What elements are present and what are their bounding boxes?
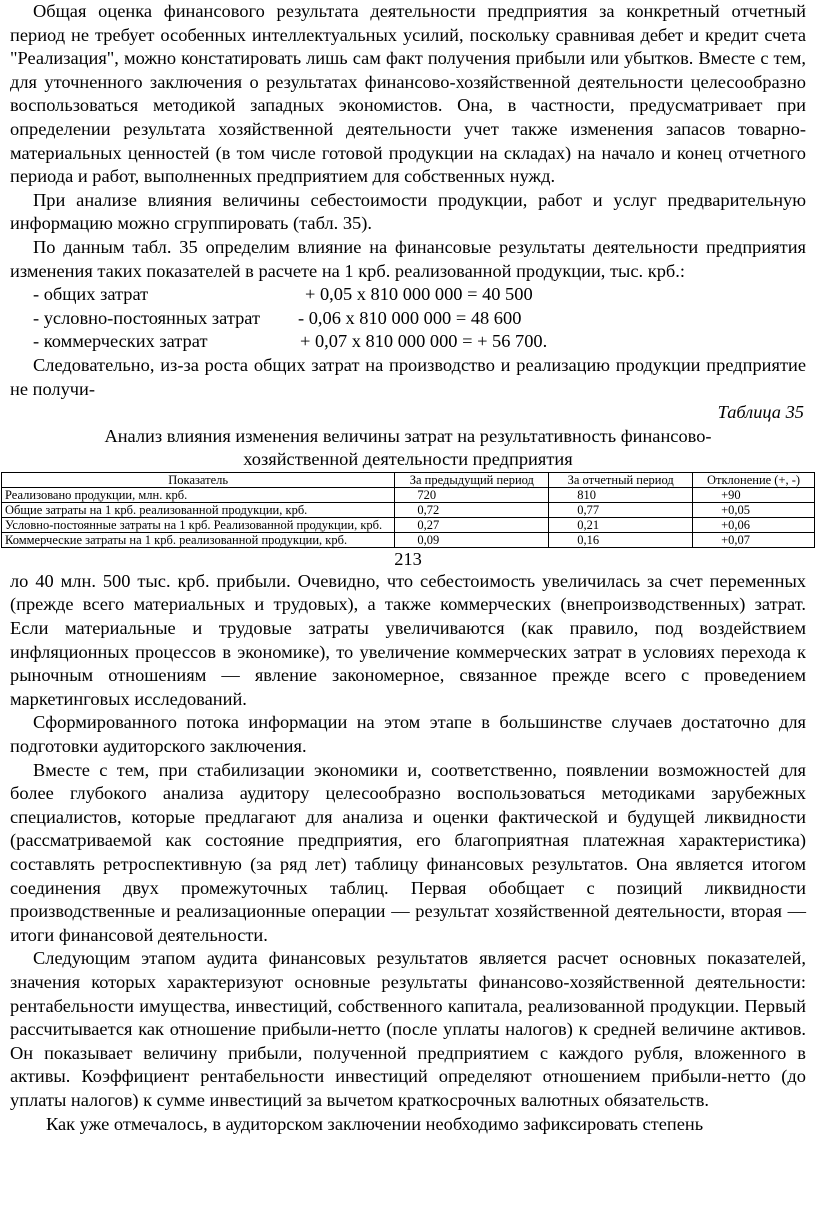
table-row: [2, 517, 815, 532]
formula-total-costs: [0, 283, 816, 307]
formula-expression: - 0,06 х 810 000 000 = 48 600: [298, 307, 522, 328]
paragraph-continuation: ло 40 млн. 500 тыс. крб. прибыли. Очевидно, что себестоимость увеличилась за счет переменных (прежде всего материальных и трудовых), а также коммерческих (внепроизводственных) затрат. Если материальные и трудовые затраты увеличиваются (как правило, под воздействием инфляционных процессов в экономике), то увеличение коммерческих затрат в условиях перехода к рыночным отношениям — явление закономерное, связанное прежде всего с проведением маркетинговых исследований.: [10, 570, 806, 709]
paragraph-analysis: При анализе влияния величины себестоимости продукции, работ и услуг предварительную информацию можно сгруппировать (табл. 35).: [10, 189, 806, 234]
row-previous-value: 0,72: [395, 502, 549, 517]
header-indicator: Показатель: [2, 472, 395, 487]
row-deviation-value: +0,06: [693, 517, 815, 532]
header-previous-period: За предыдущий период: [395, 472, 549, 487]
row-indicator: Реализовано продукции, млн. крб.: [2, 487, 395, 502]
row-indicator: Условно-постоянные затраты на 1 крб. Реализованной продукции, крб.: [2, 517, 395, 532]
row-indicator: Общие затраты на 1 крб. реализованной продукции, крб.: [2, 502, 395, 517]
formula-commercial-costs: [0, 330, 816, 354]
formula-expression: + 0,07 х 810 000 000 = + 56 700.: [300, 331, 548, 352]
cost-analysis-table: [1, 472, 815, 548]
table-title-line-1: Анализ влияния изменения величины затрат на результативность финансово-: [104, 425, 712, 446]
paragraph-table-reference: По данным табл. 35 определим влияние на финансовые результаты деятельности предприятия изменения таких показателей в расчете на 1 крб. реализованной продукции, тыс. крб.:: [10, 236, 806, 281]
row-indicator: Коммерческие затраты на 1 крб. реализованной продукции, крб.: [2, 532, 395, 547]
paragraph-conclusion: Как уже отмечалось, в аудиторском заключении необходимо зафиксировать степень: [46, 1113, 704, 1134]
row-deviation-value: +90: [693, 487, 815, 502]
formula-fixed-costs: [0, 307, 816, 331]
header-reporting-period: За отчетный период: [549, 472, 693, 487]
row-reporting-value: 0,77: [549, 502, 693, 517]
formula-label: - условно-постоянных затрат: [33, 307, 261, 328]
formula-label: - коммерческих затрат: [33, 331, 208, 352]
row-reporting-value: 810: [549, 487, 693, 502]
table-row: [2, 532, 815, 547]
row-previous-value: 720: [395, 487, 549, 502]
table-header-row: [2, 472, 815, 487]
row-previous-value: 0,09: [395, 532, 549, 547]
paragraph-next-stage: Следующим этапом аудита финансовых результатов является расчет основных показателей, значения которых характеризуют основные результаты финансово-хозяйственной деятельности: рентабельности имущества, инвестиций, собственного капитала, реализованной продукции. Первый рассчитывается как отношение прибыли-нетто (после уплаты налогов) к средней величине активов. Он показывает величину прибыли, полученной предприятием с каждого рубля, вложенного в активы. Коэффициент рентабельности инвестиций определяют отношением прибыли-нетто (до уплаты налогов) к сумме инвестиций за вычетом краткосрочных валютных обязательств.: [10, 948, 806, 1110]
row-deviation-value: +0,05: [693, 502, 815, 517]
paragraph-information-flow: Сформированного потока информации на этом этапе в большинстве случаев достаточно для подготовки аудиторского заключения.: [10, 712, 806, 757]
table-title-line-2: хозяйственной деятельности предприятия: [243, 449, 573, 470]
page-number: 213: [394, 548, 422, 569]
header-deviation: Отклонение (+, -): [693, 472, 815, 487]
row-reporting-value: 0,21: [549, 517, 693, 532]
table-caption: Таблица 35: [717, 402, 804, 423]
paragraph-consequence: Следовательно, из-за роста общих затрат на производство и реализацию продукции предприятие не получи-: [10, 354, 806, 399]
formula-expression: + 0,05 х 810 000 000 = 40 500: [305, 284, 533, 305]
paragraph-foreign-methods: Вместе с тем, при стабилизации экономики и, соответственно, появлении возможностей для более глубокого анализа аудитору целесообразно воспользоваться методиками зарубежных специалистов, которые предлагают для анализа и оценки фактической и будущей ликвидности (рассматриваемой как состояние предприятия, его благоприятная платежная характеристика) составлять ретроспективную (за ряд лет) таблицу финансовых результатов. Она является итогом соединения двух промежуточных таблиц. Первая обобщает с позиций ликвидности производственные и реализационные операции — результат хозяйственной деятельности, вторая — итоги финансовой деятельности.: [10, 759, 806, 945]
formula-label: - общих затрат: [33, 284, 149, 305]
row-reporting-value: 0,16: [549, 532, 693, 547]
row-deviation-value: +0,07: [693, 532, 815, 547]
row-previous-value: 0,27: [395, 517, 549, 532]
paragraph-intro: Общая оценка финансового результата деятельности предприятия за конкретный отчетный период не требует особенных интеллектуальных усилий, поскольку сравнивая дебет и кредит счета "Реализация", можно констатировать лишь сам факт получения прибыли или убытков. Вместе с тем, для уточненного заключения о результатах финансово-хозяйственной деятельности целесообразно воспользоваться методикой западных экономистов. Она, в частности, предусматривает при определении результата хозяйственной деятельности учет также изменения запасов товарно-материальных ценностей (в том числе готовой продукции на складах) на начало и конец отчетного периода и работ, выполненных предприятием для собственных нужд.: [10, 1, 806, 187]
table-row: [2, 487, 815, 502]
table-row: [2, 502, 815, 517]
